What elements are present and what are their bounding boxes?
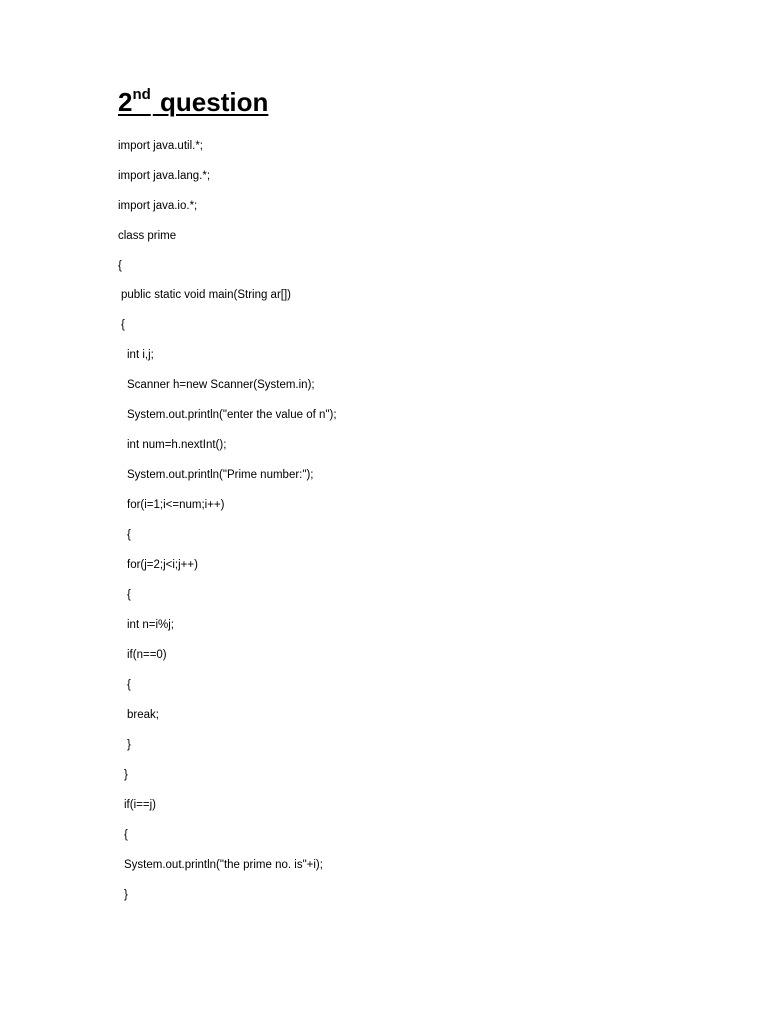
code-line: System.out.println("the prime no. is"+i);: [124, 859, 323, 871]
code-line: {: [127, 679, 131, 691]
code-line: break;: [127, 709, 159, 721]
code-line: {: [121, 319, 125, 331]
code-line: for(i=1;i<=num;i++): [127, 499, 225, 511]
question-number: 2: [118, 87, 133, 117]
code-line: for(j=2;j<i;j++): [127, 559, 198, 571]
code-line: import java.lang.*;: [118, 170, 211, 182]
code-line: import java.io.*;: [118, 200, 198, 212]
code-line: public static void main(String ar[]): [121, 289, 292, 301]
code-line: int n=i%j;: [127, 619, 174, 631]
code-line: class prime: [118, 230, 177, 242]
code-line: }: [124, 889, 128, 901]
code-line: int i,j;: [127, 349, 154, 361]
code-line: {: [124, 829, 128, 841]
code-line: import java.util.*;: [118, 140, 204, 152]
code-line: int num=h.nextInt();: [127, 439, 227, 451]
code-line: System.out.println("Prime number:");: [127, 469, 314, 481]
code-line: {: [127, 589, 131, 601]
ordinal-superscript: nd: [132, 86, 151, 103]
code-line: {: [118, 260, 122, 272]
question-title: question: [160, 87, 269, 117]
code-line: Scanner h=new Scanner(System.in);: [127, 379, 315, 391]
code-line: System.out.println("enter the value of n");: [127, 409, 337, 421]
code-line: if(i==j): [124, 799, 156, 811]
code-line: {: [127, 529, 131, 541]
code-line: if(n==0): [127, 649, 167, 661]
code-line: }: [127, 739, 131, 751]
code-line: }: [124, 769, 128, 781]
